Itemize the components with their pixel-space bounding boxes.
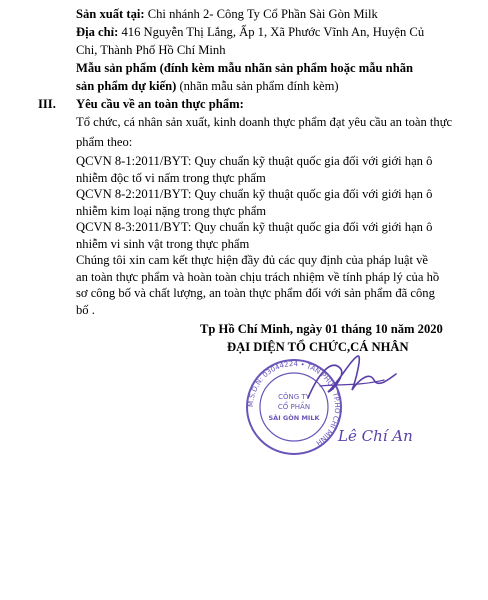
standard-1-line2: nhiễm độc tố vi nấm trong thực phẩm (76, 171, 266, 185)
stamp-inner-line1: CÔNG TY (278, 393, 310, 401)
producer-value: Chi nhánh 2- Công Ty Cổ Phần Sài Gòn Milk (144, 7, 378, 21)
section3-intro-line1: Tổ chức, cá nhân sản xuất, kinh doanh thực phẩm đạt yêu cầu an toàn thực (76, 115, 453, 129)
stamp-outer-text: M.S.D.N: 03044224 • TÂN PHÚ - TP.HỒ CHÍ MINH (246, 359, 342, 447)
standard-1-line1: QCVN 8-1:2011/BYT: Quy chuẩn kỹ thuật quốc gia đối với giới hạn ô (76, 154, 433, 168)
producer-line (76, 6, 378, 22)
section3-title: Yêu cầu về an toàn thực phẩm: (76, 97, 244, 111)
sample-label-line2: sản phẩm dự kiến) (76, 79, 177, 93)
stamp-inner-line2: CỔ PHẦN (277, 403, 311, 411)
handwritten-signature (300, 350, 410, 410)
standard-2-line1: QCVN 8-2:2011/BYT: Quy chuẩn kỹ thuật quốc gia đối với giới hạn ô (76, 187, 433, 201)
standard-3-line1: QCVN 8-3:2011/BYT: Quy chuẩn kỹ thuật quốc gia đối với giới hạn ô (76, 220, 433, 234)
date-line: Tp Hồ Chí Minh, ngày 01 tháng 10 năm 2020 (200, 322, 443, 336)
commitment-line-2: an toàn thực phẩm và hoàn toàn chịu trách nhiệm về tính pháp lý của hồ (76, 270, 440, 284)
standard-3-line2: nhiễm vi sinh vật trong thực phẩm (76, 237, 250, 251)
sample-line-2 (76, 78, 339, 94)
commitment-line-1: Chúng tôi xin cam kết thực hiện đầy đủ các quy định của pháp luật về (76, 253, 429, 267)
section3-intro-line2: phẩm theo: (76, 135, 133, 149)
producer-label: Sản xuất tại: (76, 7, 145, 21)
commitment-line-4: bố . (76, 303, 95, 317)
address-label: Địa chỉ: (76, 25, 119, 39)
address-line-2: Chi, Thành Phố Hồ Chí Minh (76, 43, 226, 57)
standard-2-line2: nhiễm kim loại nặng trong thực phẩm (76, 204, 267, 218)
sample-value: (nhãn mẫu sản phẩm đính kèm) (176, 79, 339, 93)
sample-label-line1: Mẫu sản phẩm (đính kèm mẫu nhãn sản phẩm hoặc mẫu nhãn (76, 61, 413, 75)
address-value-line1: 416 Nguyễn Thị Lắng, Ấp 1, Xã Phước Vĩnh An, Huyện Củ (118, 25, 425, 39)
representative-title: ĐẠI DIỆN TỔ CHỨC,CÁ NHÂN (227, 340, 409, 354)
address-line-1 (76, 24, 424, 40)
signer-name: Lê Chí An (338, 427, 413, 445)
commitment-line-3: sơ công bố và chất lượng, an toàn thực phẩm đối với sản phẩm đã công (76, 286, 435, 300)
stamp-inner-line3: SÀI GÒN MILK (268, 414, 320, 422)
section3-number: III. (38, 97, 56, 111)
